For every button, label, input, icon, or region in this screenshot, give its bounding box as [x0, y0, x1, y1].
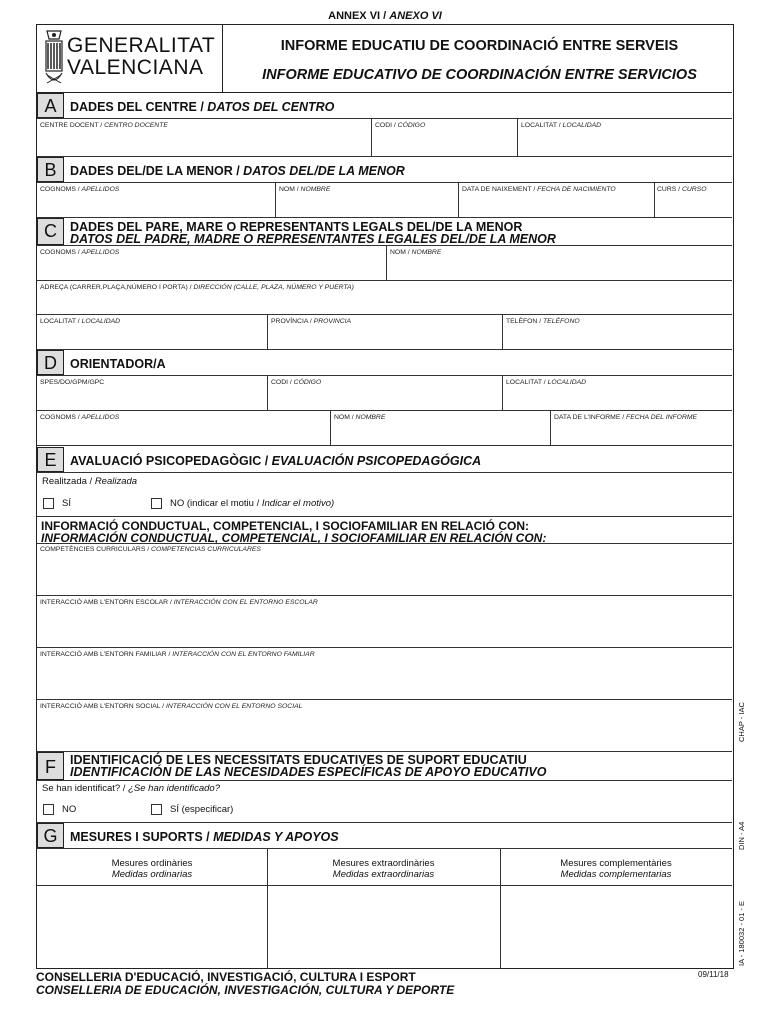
field-orient-cognoms[interactable]: COGNOMS / APELLIDOS [40, 414, 120, 421]
realitzada-no-label: NO (indicar el motiu / Indicar el motivo) [170, 498, 335, 509]
section-f-title-ca: IDENTIFICACIÓ DE LES NECESSITATS EDUCATIVES DE SUPORT EDUCATIU [70, 753, 527, 767]
form-frame [36, 24, 734, 969]
form-title-ca: INFORME EDUCATIU DE COORDINACIÓ ENTRE SERVEIS [280, 38, 679, 54]
footer-conselleria-es: CONSELLERIA DE EDUCACIÓN, INVESTIGACIÓN, CULTURA Y DEPORTE [36, 983, 455, 997]
realitzada-si-label: SÍ [62, 498, 71, 509]
section-c-title-ca: DADES DEL PARE, MARE O REPRESENTANTS LEGALS DEL/DE LA MENOR [70, 220, 523, 234]
field-orient-localitat[interactable]: LOCALITAT / LOCALIDAD [506, 379, 587, 386]
info-title-ca: INFORMACIÓ CONDUCTUAL, COMPETENCIAL, I SOCIOFAMILIAR EN RELACIÓ CON: [41, 519, 529, 533]
measures-ordinaries-cell[interactable] [39, 887, 265, 965]
annex-title: ANNEX VI / ANEXO VI [328, 10, 442, 22]
field-localitat[interactable]: LOCALITAT / LOCALIDAD [521, 122, 602, 129]
field-entorn-escolar[interactable]: INTERACCIÓ AMB L'ENTORN ESCOLAR / INTERACCIÓN CON EL ENTORNO ESCOLAR [40, 599, 318, 606]
section-d-letter: D [37, 350, 64, 375]
field-parent-adreca[interactable]: ADREÇA (CARRER,PLAÇA,NÚMERO I PORTA) / DIRECCIÓN (CALLE, PLAZA, NÚMERO Y PUERTA) [40, 284, 354, 291]
field-orient-nom[interactable]: NOM / NOMBRE [334, 414, 386, 421]
field-parent-localitat[interactable]: LOCALITAT / LOCALIDAD [40, 318, 121, 325]
field-minor-cognoms[interactable]: COGNOMS / APELLIDOS [40, 186, 120, 193]
field-centre-docent[interactable]: CENTRE DOCENT / CENTRO DOCENTE [40, 122, 168, 129]
generalitat-logo-text: GENERALITAT VALENCIANA [67, 34, 216, 79]
identificat-si-label: SÍ (especificar) [170, 804, 234, 815]
measures-complementaries-cell[interactable] [502, 887, 730, 965]
field-parent-provincia[interactable]: PROVÍNCIA / PROVINCIA [271, 318, 352, 325]
realitzada-no-checkbox[interactable] [151, 498, 162, 509]
col-extraordinaries: Mesures extraordinàries Medidas extraordinarias [332, 858, 435, 880]
footer-date: 09/11/18 [698, 970, 729, 979]
field-competencies[interactable]: COMPETÈNCIES CURRICULARS / COMPETENCIAS CURRICULARES [40, 546, 261, 553]
identificat-no-checkbox[interactable] [43, 804, 54, 815]
header-divider [222, 25, 223, 92]
section-b-title: DADES DEL/DE LA MENOR / DATOS DEL/DE LA MENOR [70, 164, 405, 178]
col-ordinaries: Mesures ordinàries Medidas ordinarias [111, 858, 193, 880]
section-c-letter: C [37, 218, 64, 245]
section-g-letter: G [37, 823, 64, 848]
side-code-ia: IA - 180032 - 01 - E [737, 900, 746, 966]
section-a-title: DADES DEL CENTRE / DATOS DEL CENTRO [70, 100, 335, 114]
measures-extraordinaries-cell[interactable] [269, 887, 498, 965]
form-title-es: INFORME EDUCATIVO DE COORDINACIÓN ENTRE SERVICIOS [262, 67, 697, 83]
info-title-es: INFORMACIÓN CONDUCTUAL, COMPETENCIAL, I SOCIOFAMILIAR EN RELACIÓN CON: [41, 531, 547, 545]
field-parent-nom[interactable]: NOM / NOMBRE [390, 249, 442, 256]
field-spes[interactable]: SPES/DO/GPM/GPC [40, 379, 105, 386]
field-orient-codi[interactable]: CODI / CÓDIGO [271, 379, 322, 386]
identificat-no-label: NO [62, 804, 77, 815]
section-d-title: ORIENTADOR/A [70, 357, 166, 371]
realitzada-si-checkbox[interactable] [43, 498, 54, 509]
section-e-title: AVALUACIÓ PSICOPEDAGÒGIC / EVALUACIÓN PSICOPEDAGÓGICA [70, 454, 482, 468]
section-f-letter: F [37, 752, 64, 780]
field-minor-naixement[interactable]: DATA DE NAIXEMENT / FECHA DE NACIMIENTO [462, 186, 616, 193]
side-code-chap: CHAP - IAC [737, 702, 746, 742]
section-b-letter: B [37, 157, 64, 182]
section-e-letter: E [37, 447, 64, 472]
field-codi[interactable]: CODI / CÓDIGO [375, 122, 426, 129]
field-entorn-familiar[interactable]: INTERACCIÓ AMB L'ENTORN FAMILIAR / INTERACCIÓN CON EL ENTORNO FAMILIAR [40, 651, 315, 658]
col-complementaries: Mesures complementàries Medidas complementarias [560, 858, 672, 880]
field-parent-cognoms[interactable]: COGNOMS / APELLIDOS [40, 249, 120, 256]
field-orient-data[interactable]: DATA DE L'INFORME / FECHA DEL INFORME [554, 414, 698, 421]
realitzada-label: Realitzada / Realizada [42, 476, 138, 487]
field-entorn-social[interactable]: INTERACCIÓ AMB L'ENTORN SOCIAL / INTERACCIÓN CON EL ENTORNO SOCIAL [40, 703, 303, 710]
identificat-question: Se han identificat? / ¿Se han identificado? [42, 783, 220, 794]
side-code-din: DIN - A4 [737, 821, 746, 850]
section-f-title-es: IDENTIFICACIÓN DE LAS NECESIDADES ESPECÍFICAS DE APOYO EDUCATIVO [70, 765, 547, 779]
form-header [37, 25, 732, 92]
section-c-title-es: DATOS DEL PADRE, MADRE O REPRESENTANTES LEGALES DEL/DE LA MENOR [70, 232, 556, 246]
coat-of-arms-icon [43, 29, 65, 87]
footer-conselleria-ca: CONSELLERIA D'EDUCACIÓ, INVESTIGACIÓ, CULTURA I ESPORT [36, 970, 416, 984]
section-g-title: MESURES I SUPORTS / MEDIDAS Y APOYOS [70, 830, 339, 844]
field-minor-curs[interactable]: CURS / CURSO [657, 186, 707, 193]
section-a-letter: A [37, 93, 64, 118]
identificat-si-checkbox[interactable] [151, 804, 162, 815]
field-parent-telefon[interactable]: TELÈFON / TELÉFONO [506, 318, 580, 325]
field-minor-nom[interactable]: NOM / NOMBRE [279, 186, 331, 193]
